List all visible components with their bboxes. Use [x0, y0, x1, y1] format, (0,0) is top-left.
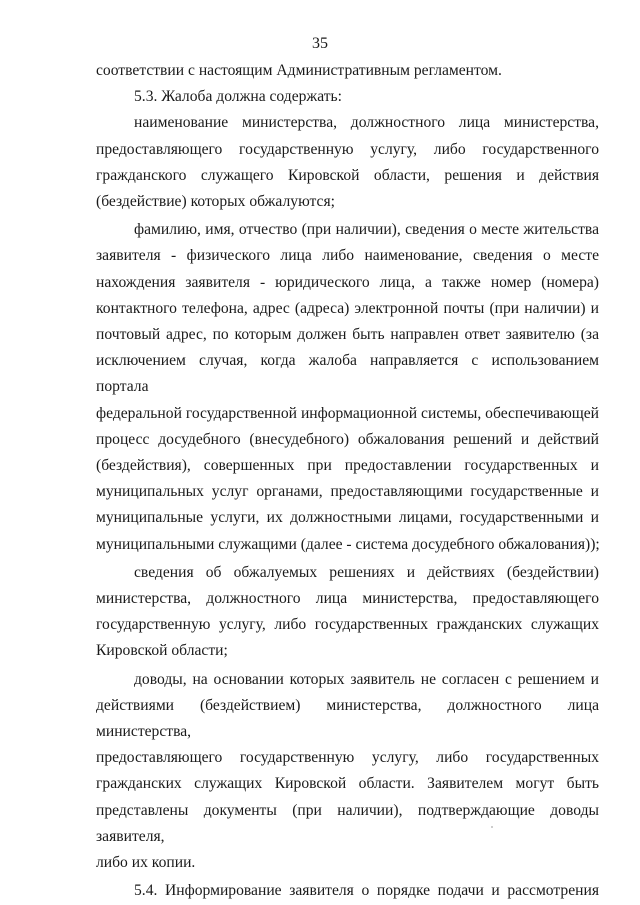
document-body	[96, 58, 599, 905]
text-line: процесс досудебного (внесудебного) обжалования решений и действий	[96, 430, 599, 448]
text-line: муниципальными служащими (далее - система досудебного обжалования));	[96, 535, 600, 553]
scan-speck	[491, 826, 493, 828]
text-line: Кировской области;	[96, 642, 228, 660]
text-line: гражданского служащего Кировской области, решения и действия	[96, 166, 599, 184]
text-line: предоставляющего государственную услугу, либо государственных	[96, 749, 599, 767]
text-line: гражданских служащих Кировской области. Заявителем могут быть	[96, 775, 599, 793]
text-line: (бездействия), совершенных при предоставлении государственных и	[96, 457, 599, 475]
text-line: действиями (бездействием) министерства, должностного лица министерства,	[96, 696, 599, 741]
text-line: исключением случая, когда жалоба направляется с использованием портала	[96, 352, 599, 396]
text-line: соответствии с настоящим Административным регламентом.	[96, 62, 502, 79]
text-line: муниципальные услуги, их должностными лицами, государственными и	[96, 509, 599, 527]
text-line: доводы, на основании которых заявитель не согласен с решением и	[134, 670, 599, 688]
text-line: нахождения заявителя - юридического лица, а также номер (номера)	[96, 273, 599, 291]
text-line: федеральной государственной информационной системы, обеспечивающей	[96, 404, 599, 422]
text-line: контактного телефона, адрес (адреса) электронной почты (при наличии) и	[96, 299, 599, 317]
text-line: муниципальных услуг органами, предоставляющими государственные и	[96, 483, 599, 501]
text-line: государственную услугу, либо государственных гражданских служащих	[96, 616, 599, 634]
text-line: фамилию, имя, отчество (при наличии), сведения о месте жительства	[134, 221, 599, 239]
section-heading-5-3: 5.3. Жалоба должна содержать:	[134, 88, 342, 106]
text-line: министерства, должностного лица министерства, предоставляющего	[96, 590, 599, 608]
page-number: 35	[312, 35, 328, 52]
text-line: наименование министерства, должностного лица министерства,	[134, 114, 599, 132]
text-line: почтовый адрес, по которым должен быть направлен ответ заявителю (за	[96, 326, 599, 344]
text-line: либо их копии.	[96, 854, 196, 872]
text-line: заявителя - физического лица либо наименование, сведения о месте	[96, 247, 599, 265]
text-line: предоставляющего государственную услугу, либо государственного	[96, 140, 599, 158]
section-heading-5-4: 5.4. Информирование заявителя о порядке подачи и рассмотрения	[134, 882, 599, 900]
text-line: представлены документы (при наличии), подтверждающие доводы заявителя,	[96, 801, 599, 845]
text-line: (бездействие) которых обжалуются;	[96, 193, 335, 211]
text-line: сведения об обжалуемых решениях и действиях (бездействии)	[134, 563, 599, 581]
